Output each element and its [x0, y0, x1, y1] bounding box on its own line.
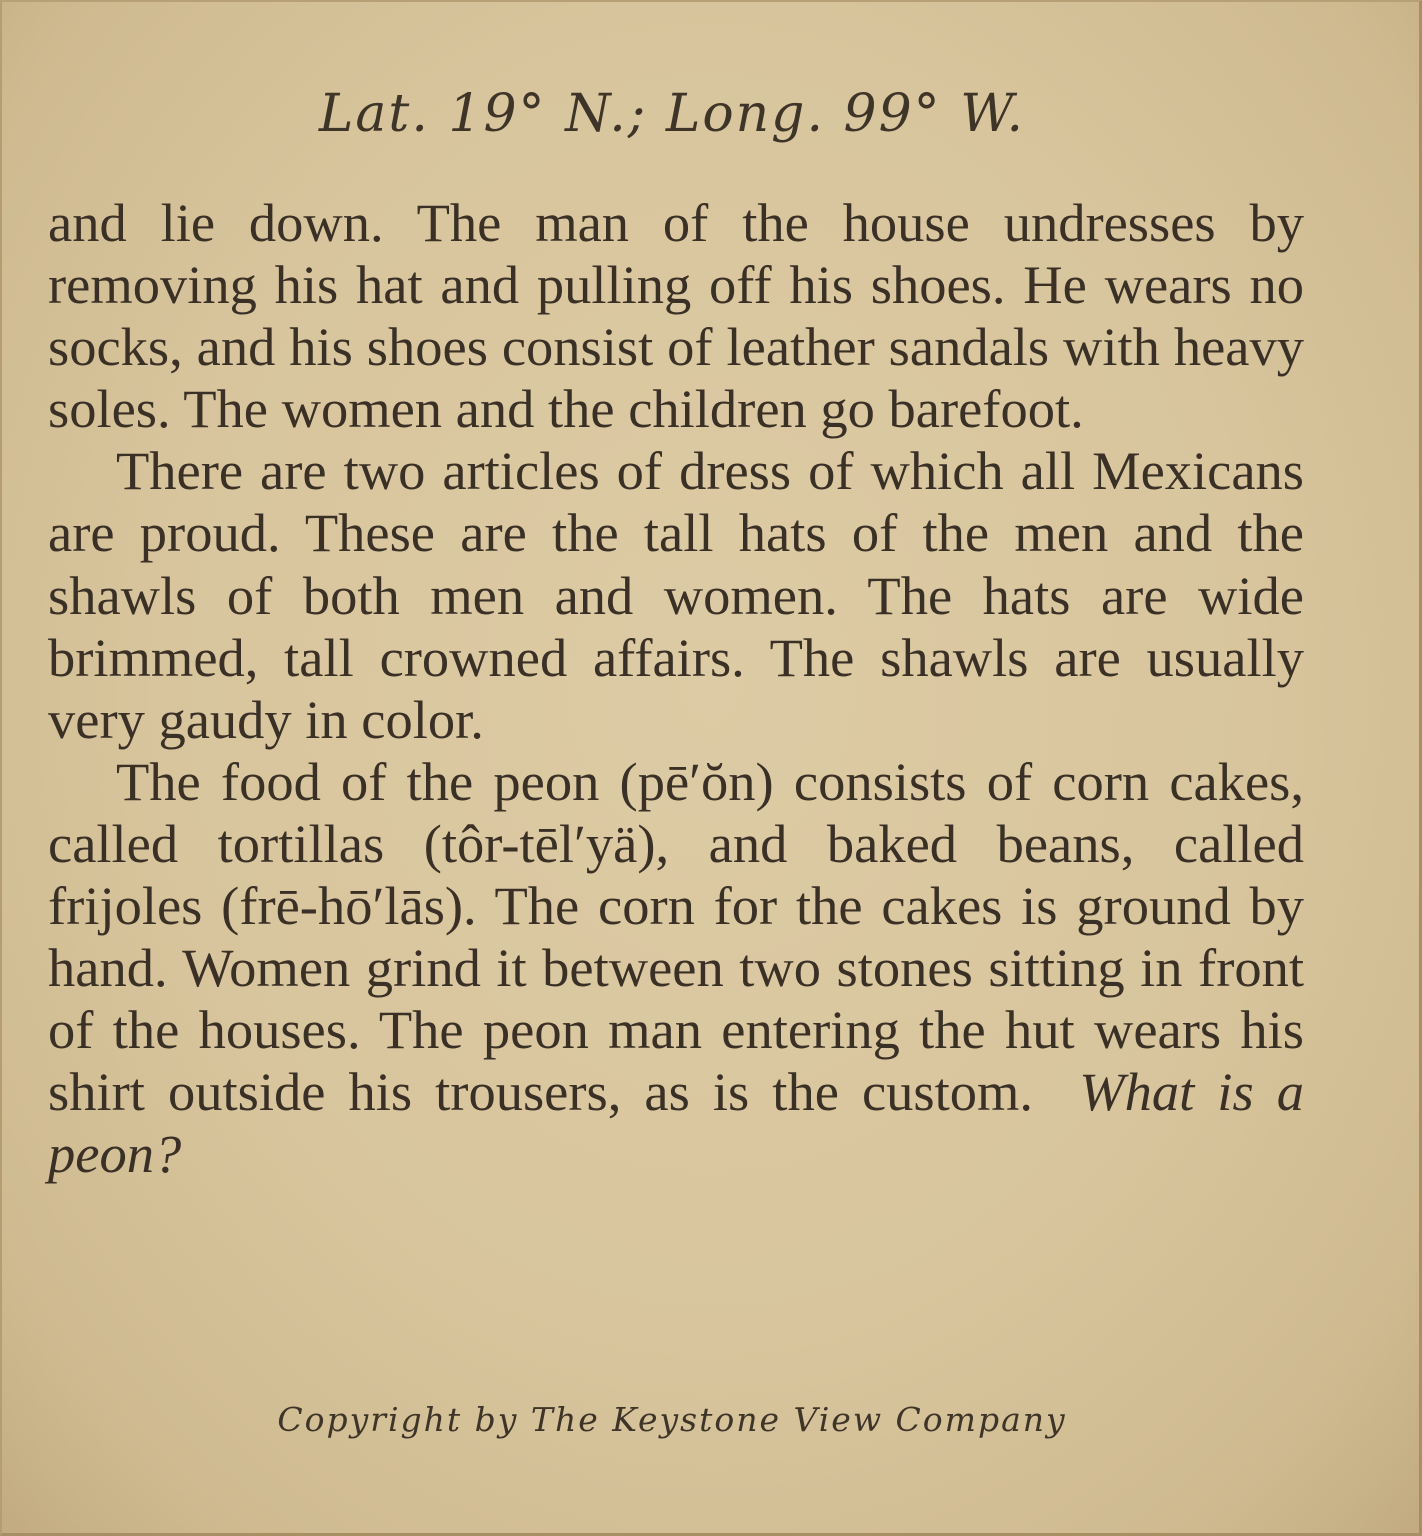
paragraph-dress: There are two articles of dress of which all Mexicans are proud. These are the tall hats of the men and the shawls of both men and women. The hats are wide brimmed, tall crowned affairs. The shawls are usually very gaudy in color.: [48, 440, 1304, 750]
copyright-line: Copyright by The Keystone View Company: [277, 1400, 1067, 1439]
card-text: [48, 192, 1304, 1186]
paragraph-food-text: The food of the peon (pē′ŏn) consists of corn cakes, called tortillas (tôr-tēl′yä), and baked beans, called frijoles (frē-hō′lās). The corn for the cakes is ground by hand. Women grind it between two stones sitting in front of the houses. The peon man entering the hut wears his shirt outside his trousers, as is the custom.: [48, 750, 1304, 1123]
paragraph-continuation: and lie down. The man of the house undresses by removing his hat and pulling off his shoes. He wears no socks, and his shoes consist of leather sandals with heavy soles. The women and the children go barefoot.: [48, 192, 1304, 440]
coordinates-heading: Lat. 19° N.; Long. 99° W.: [318, 84, 1026, 144]
paragraph-food: [48, 751, 1304, 1186]
study-question: What is a peon?: [48, 1061, 1304, 1185]
